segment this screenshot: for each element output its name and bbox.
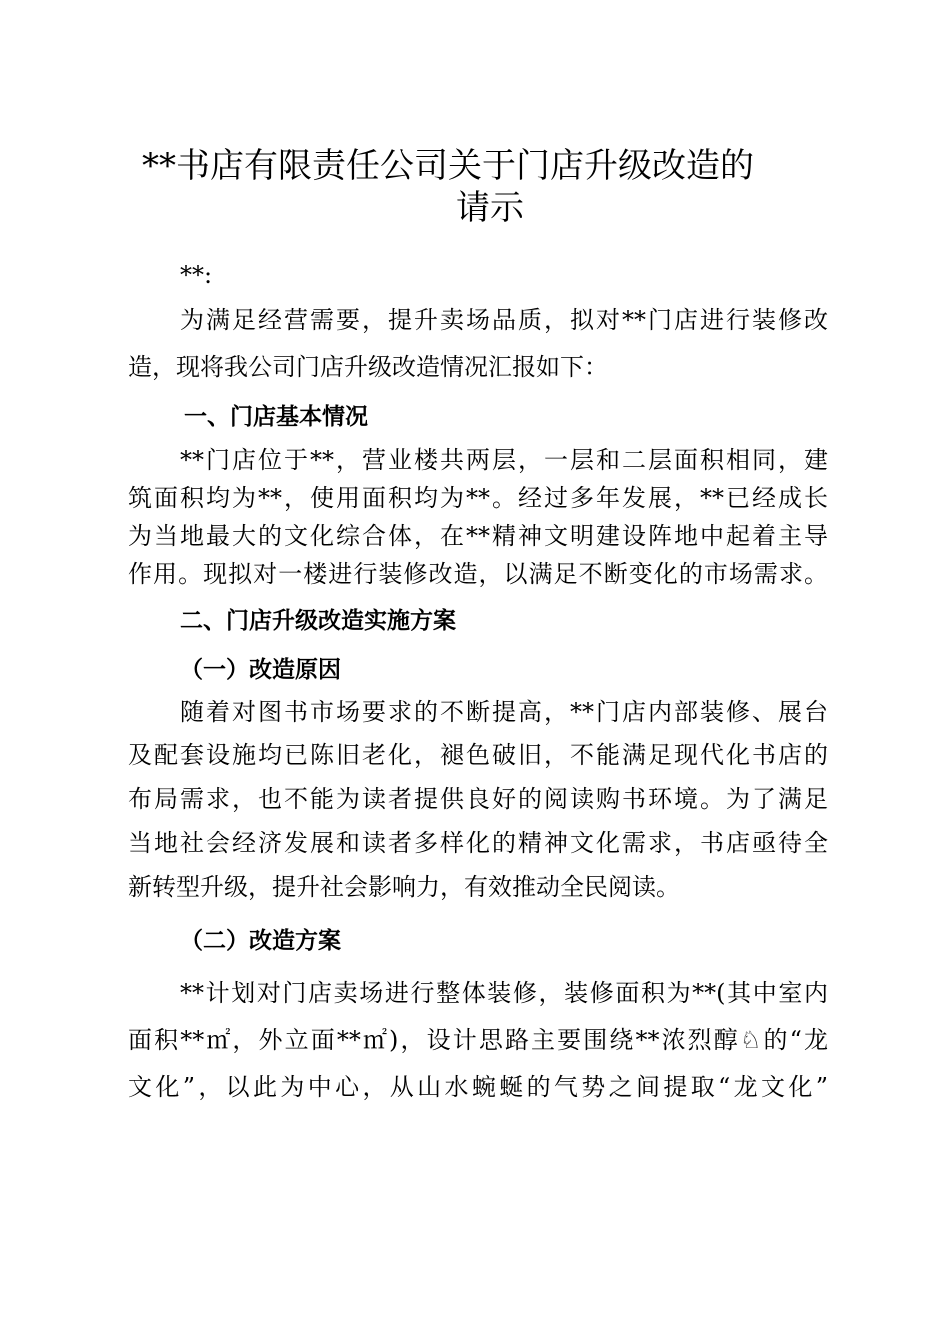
intro-line: 造，现将我公司门店升级改造情况汇报如下： (128, 353, 608, 381)
paragraph-line: 文化”，以此为中心，从山水蜿蜒的气势之间提取“龙文化” (128, 1073, 828, 1101)
document-title-line-1: **书店有限责任公司关于门店升级改造的 (142, 146, 754, 186)
paragraph-line: 为当地最大的文化综合体，在**精神文明建设阵地中起着主导 (128, 522, 828, 550)
paragraph-line: 布局需求，也不能为读者提供良好的阅读购书环境。为了满足 (128, 785, 828, 813)
paragraph-line: 当地社会经济发展和读者多样化的精神文化需求，书店亟待全 (128, 829, 828, 857)
intro-line: 为满足经营需要，提升卖场品质，拟对**门店进行装修改 (180, 306, 828, 334)
paragraph-line: **计划对门店卖场进行整体装修，装修面积为**(其中室内 (180, 979, 828, 1007)
paragraph-line: 筑面积均为**，使用面积均为**。经过多年发展，**已经成长 (128, 484, 828, 512)
document-title-line-2: 请示 (456, 188, 524, 228)
subsection-heading-2: （二）改造方案 (180, 928, 341, 954)
paragraph-line: 作用。现拟对一楼进行装修改造，以满足不断变化的市场需求。 (128, 560, 828, 588)
subsection-heading-1: （一）改造原因 (180, 657, 341, 683)
paragraph-line: 随着对图书市场要求的不断提高，**门店内部装修、展台 (180, 698, 828, 726)
paragraph-line: 新转型升级，提升社会影响力，有效推动全民阅读。 (128, 873, 680, 901)
section-heading-1: 一、门店基本情况 (184, 404, 368, 430)
section-heading-2: 二、门店升级改造实施方案 (180, 608, 456, 634)
paragraph-line: 及配套设施均已陈旧老化，褪色破旧，不能满足现代化书店的 (128, 741, 828, 769)
salutation: **: (180, 261, 213, 289)
paragraph-line: 面积**㎡，外立面**㎡)，设计思路主要围绕**浓烈醇♘的“龙 (128, 1026, 828, 1054)
paragraph-line: **门店位于**，营业楼共两层，一层和二层面积相同，建 (180, 446, 828, 474)
